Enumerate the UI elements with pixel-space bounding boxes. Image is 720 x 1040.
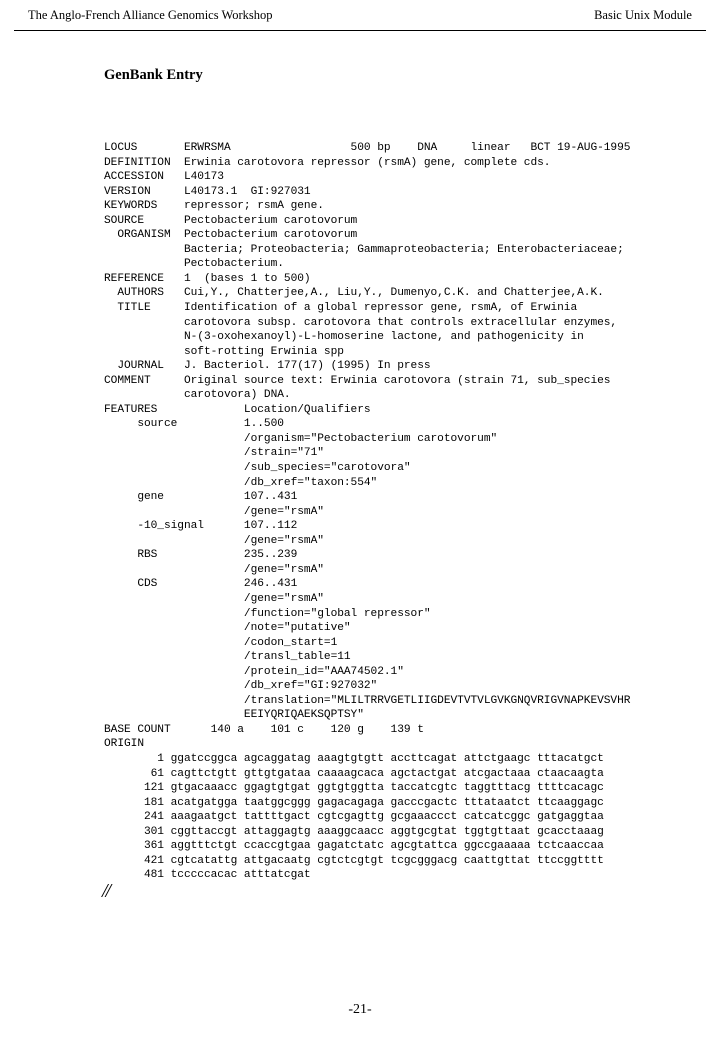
page-title: GenBank Entry xyxy=(104,67,203,83)
page-header xyxy=(28,6,692,26)
header-module-title: Basic Unix Module xyxy=(594,8,692,22)
header-workshop-title: The Anglo-French Alliance Genomics Workshop xyxy=(28,8,273,22)
genbank-entry-text: LOCUS ERWRSMA 500 bp DNA linear BCT 19-AUG-1995 DEFINITION Erwinia carotovora repressor (rsmA) gene, complete cds. ACCESSION L40173 VERSION L40173.1 GI:927031 KEYWORDS repressor; rsmA gene. SOURCE Pectobacterium carotovorum ORGANISM Pectobacterium carotovorum Bacteria; Proteobacteria; Gammaproteobacteria; Enterobacteriaceae; Pectobacterium. REFERENCE 1 (bases 1 to 500) AUTHORS Cui,Y., Chatterjee,A., Liu,Y., Dumenyo,C.K. and Chatterjee,A.K. TITLE Identification of a global repressor gene, rsmA, of Erwinia carotovora subsp. carotovora that controls extracellular enzymes, N-(3-oxohexanoyl)-L-homoserine lactone, and pathogenicity in soft-rotting Erwinia spp JOURNAL J. Bacteriol. 177(17) (1995) In press COMMENT Original source text: Erwinia carotovora (strain 71, sub_species carotovora) DNA. FEATURES Location/Qualifiers source 1..500 /organism="Pectobacterium carotovorum" /strain="71" /sub_species="carotovora" /db_xref="taxon:554" gene 107..431 /gene="rsmA" -10_signal 107..112 /gene="rsmA" RBS 235..239 /gene="rsmA" CDS 246..431 /gene="rsmA" /function="global repressor" /note="putative" /codon_start=1 /transl_table=11 /protein_id="AAA74502.1" /db_xref="GI:927032" /translation="MLILTRRVGETLIIGDEVTVTVLGVKGNQVRIGVNAPKEVSVHR EEIYQRIQAEKSQPTSY" BASE COUNT 140 a 101 c 120 g 139 t ORIGIN 1 ggatccggca agcaggatag aaagtgtgtt accttcagat attctgaagc tttacatgct 61 cagttctgtt gttgtgataa caaaagcaca agctactgat atcgactaaa ctaacaagta 121 gtgacaaacc ggagtgtgat ggtgtggtta taccatcgtc taggtttacg ttttcacagc 181 acatgatgga taatggcggg gagacagaga gacccgactc tttataatct ttcaaggagc 241 aaagaatgct tattttgact cgtcgagttg gcgaaaccct catcatcggc gatgaggtaa 301 cggttaccgt attaggagtg aaaggcaacc aggtgcgtat tggtgttaat gcacctaaag 361 aggtttctgt ccaccgtgaa gagatctatc agcgtattca ggccgaaaaa tctcaaccaa 421 cgtcatattg attgacaatg cgtctcgtgt tcgcgggacg caattgttat ttccggtttt 481 tcccccacac atttatcgat xyxy=(104,142,631,882)
page-number: -21- xyxy=(348,1002,372,1017)
header-divider xyxy=(14,30,706,31)
record-terminator: // xyxy=(102,880,110,902)
